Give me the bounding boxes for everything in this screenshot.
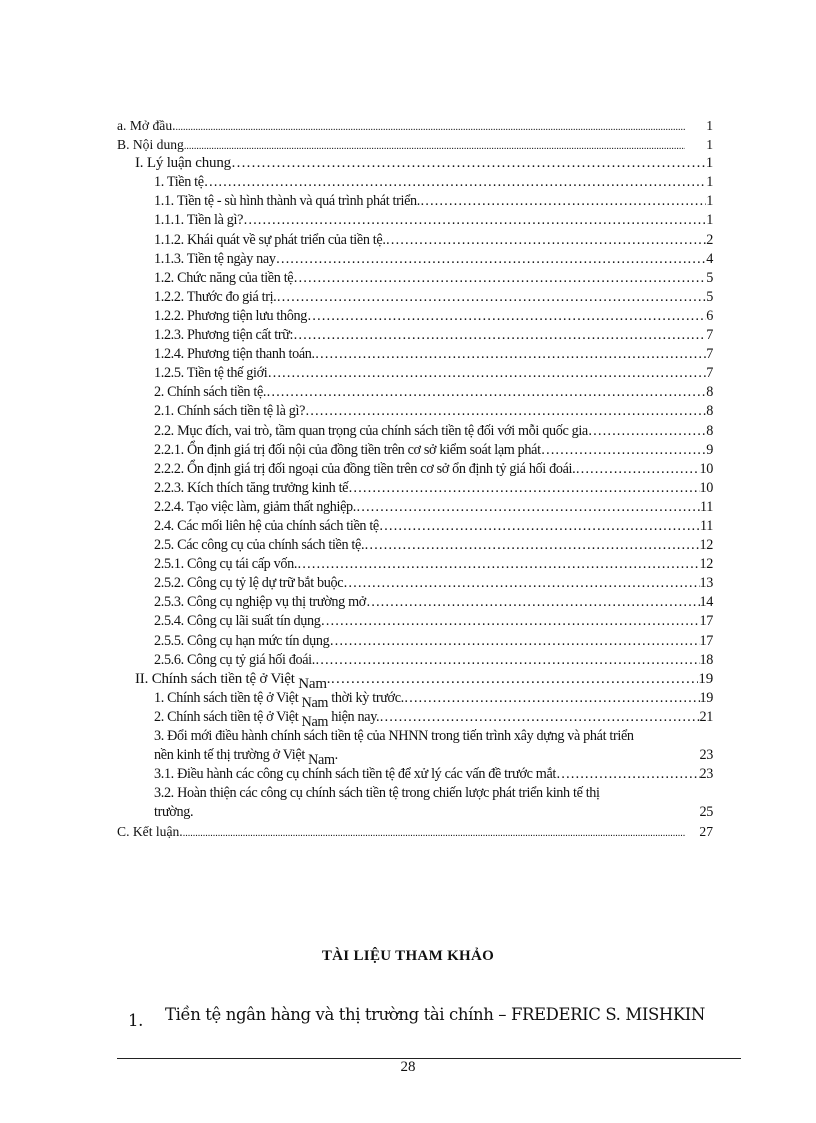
toc-entry <box>117 441 713 460</box>
toc-entry-text: 1.1.2. Khái quát về sự phát triển của tiền tệ. <box>154 231 386 248</box>
dot-leader <box>307 307 706 326</box>
dot-leader <box>176 116 685 137</box>
toc-page-number: 6 <box>706 307 713 324</box>
reference-text: Tiền tệ ngân hàng và thị trường tài chính – FREDERIC S. MISHKIN <box>165 1005 705 1024</box>
toc-page-number: 9 <box>706 441 713 458</box>
toc-entry-line: 3.2. Hoàn thiện các công cụ chính sách tiền tệ trong chiến lược phát triển kinh tế thị <box>154 785 600 802</box>
dot-leader <box>348 479 699 498</box>
toc-entry <box>117 517 713 536</box>
dot-leader <box>297 555 699 574</box>
toc-text-part: hiện nay. <box>328 708 380 725</box>
dot-leader <box>386 231 707 250</box>
toc-entry-text <box>154 746 338 769</box>
toc-page-number: 23 <box>699 766 713 783</box>
toc-entry <box>117 288 713 307</box>
page-number: 28 <box>400 1059 416 1075</box>
dot-leader <box>184 135 685 156</box>
dot-leader <box>204 173 707 192</box>
toc-entry-text: trường. <box>154 804 194 821</box>
toc-page-number: 12 <box>699 537 713 554</box>
toc-entry-text: 1.2.4. Phương tiện thanh toán. <box>154 346 315 363</box>
toc-entry <box>117 689 713 711</box>
toc-entry <box>117 593 713 612</box>
toc-entry <box>117 211 713 230</box>
dot-leader <box>379 708 699 727</box>
toc-page-number: 1 <box>705 155 713 172</box>
toc-entry <box>117 422 713 441</box>
toc-entry-text: 2.2. Mục đích, vai trò, tầm quan trọng của chính sách tiền tệ đối với mỗi quốc gia <box>154 422 588 439</box>
dot-leader <box>330 670 698 689</box>
toc-entry-text: 1.2.3. Phương tiện cất trữ: <box>154 327 294 344</box>
toc-entry-text: B. Nội dung <box>117 137 184 153</box>
toc-entry-text: 2.1. Chính sách tiền tệ là gì? <box>154 403 306 420</box>
toc-entry <box>117 231 713 250</box>
toc-entry-text <box>135 670 331 692</box>
dot-leader <box>575 460 699 479</box>
dot-leader <box>379 517 700 536</box>
dot-leader <box>329 632 699 651</box>
toc-page-number: 4 <box>706 250 713 267</box>
toc-entry-line: 3. Đổi mới điều hành chính sách tiền tệ của NHNN trong tiến trình xây dựng và phát triển <box>154 728 634 744</box>
toc-entry <box>117 574 713 593</box>
toc-entry <box>117 192 713 211</box>
toc-entry-text: 2.5.1. Công cụ tái cấp vốn. <box>154 556 298 573</box>
toc-entry-text: 1.2. Chức năng của tiền tệ <box>154 269 294 286</box>
toc-entry <box>117 326 713 345</box>
toc-entry <box>117 498 713 517</box>
toc-entry <box>117 307 713 326</box>
dot-leader <box>343 574 699 593</box>
toc-page-number: 7 <box>706 327 713 344</box>
toc-entry-text: 1.2.2. Thước đo giá trị. <box>154 288 277 305</box>
dot-leader <box>276 288 706 307</box>
dot-leader <box>305 402 706 421</box>
toc-entry-text: I. Lý luận chung <box>135 155 231 172</box>
table-of-contents <box>117 116 713 842</box>
toc-entry-text: 2.4. Các mối liên hệ của chính sách tiền tệ <box>154 517 379 534</box>
toc-entry <box>117 269 713 288</box>
dot-leader <box>315 345 707 364</box>
dot-leader <box>276 250 707 269</box>
toc-entry-text: 2.2.1. Ổn định giá trị đối nội của đồng tiền trên cơ sở kiểm soát lạm phát <box>154 441 541 458</box>
toc-page-number: 27 <box>699 824 713 840</box>
dot-leader <box>243 211 706 230</box>
dot-leader <box>183 822 685 843</box>
dot-leader <box>266 383 706 402</box>
toc-entry-a <box>117 116 713 135</box>
toc-entry <box>117 708 713 730</box>
toc-page-number: 14 <box>699 594 713 611</box>
toc-entry-text: 2.5. Các công cụ của chính sách tiền tệ. <box>154 537 365 554</box>
toc-page-number: 11 <box>700 517 713 534</box>
toc-page-number: 17 <box>699 613 713 630</box>
dot-leader <box>315 651 700 670</box>
toc-page-number: 1 <box>706 118 713 133</box>
toc-entry-text: 1.1.3. Tiền tệ ngày nay <box>154 250 276 267</box>
toc-entry-text: 2.2.4. Tạo việc làm, giảm thất nghiệp. <box>154 498 356 515</box>
toc-page-number: 8 <box>706 403 713 420</box>
toc-entry <box>117 555 713 574</box>
toc-entry <box>117 632 713 651</box>
toc-entry <box>117 460 713 479</box>
toc-page-number: 8 <box>706 422 713 439</box>
dot-leader <box>356 498 700 517</box>
toc-entry <box>117 536 713 555</box>
toc-entry-b <box>117 135 713 154</box>
toc-text-subscript: Nam <box>298 675 327 692</box>
references-title: TÀI LIỆU THAM KHẢO <box>321 948 495 964</box>
toc-page-number: 11 <box>700 498 713 515</box>
toc-entry-text: a. Mở đầu. <box>117 118 176 133</box>
dot-leader <box>588 422 706 441</box>
toc-page-number: 5 <box>706 288 713 305</box>
dot-leader <box>366 593 700 612</box>
toc-page-number: 2 <box>706 231 713 248</box>
toc-entry-text: 2.5.2. Công cụ tỷ lệ dự trữ bắt buộc <box>154 575 344 592</box>
toc-page-number: 19 <box>698 670 713 687</box>
toc-entry-line <box>154 746 713 769</box>
toc-entry <box>117 173 713 192</box>
toc-entry <box>117 651 713 670</box>
toc-entry-text: 1.1.1. Tiền là gì? <box>154 212 244 229</box>
toc-page-number: 5 <box>706 269 713 286</box>
toc-entry-text: C. Kết luận. <box>117 824 183 840</box>
reference-number: 1. <box>128 1011 143 1030</box>
toc-entry <box>117 765 713 784</box>
toc-page-number: 23 <box>699 747 713 764</box>
toc-entry <box>117 250 713 269</box>
toc-page-number: 19 <box>699 689 713 706</box>
toc-entry <box>117 402 713 421</box>
toc-entry <box>117 345 713 364</box>
toc-page-number: 10 <box>699 479 713 496</box>
toc-text-part: nền kinh tế thị trường ở Việt <box>154 747 309 764</box>
dot-leader <box>293 326 706 345</box>
toc-text-part: 2. Chính sách tiền tệ ở Việt <box>154 708 302 725</box>
toc-page-number: 25 <box>699 804 713 821</box>
dot-leader <box>364 536 699 555</box>
toc-page-number: 7 <box>706 365 713 382</box>
toc-text-part: 1. Chính sách tiền tệ ở Việt <box>154 689 302 706</box>
toc-text-part: . <box>326 670 331 687</box>
dot-leader <box>321 612 700 631</box>
toc-entry <box>117 383 713 402</box>
toc-page-number: 1 <box>706 174 713 191</box>
reference-item <box>128 1005 705 1030</box>
toc-entry-text: 2.5.6. Công cụ tỷ giá hối đoái. <box>154 651 315 668</box>
toc-entry-text: 2.5.4. Công cụ lãi suất tín dụng <box>154 613 321 630</box>
toc-entry-text <box>154 689 404 711</box>
toc-entry-3 <box>117 727 713 769</box>
dot-leader <box>541 441 707 460</box>
toc-text-part: thời kỳ trước. <box>328 689 404 706</box>
toc-text-subscript: Nam <box>308 752 335 769</box>
toc-text-subscript: Nam <box>301 694 329 711</box>
dot-leader <box>404 689 700 708</box>
dot-leader <box>293 269 706 288</box>
toc-text-part: . <box>334 747 338 764</box>
toc-entry-text: 2. Chính sách tiền tệ. <box>154 384 267 401</box>
toc-page-number: 12 <box>699 556 713 573</box>
toc-page-number: 18 <box>699 651 713 668</box>
toc-entry <box>117 612 713 631</box>
toc-section-2 <box>117 670 713 692</box>
toc-entry-text: 2.2.2. Ổn định giá trị đối ngoại của đồng tiền trên cơ sở ổn định tỷ giá hối đoái. <box>154 460 576 477</box>
toc-page-number: 7 <box>706 346 713 363</box>
toc-page-number: 1 <box>706 212 713 229</box>
toc-page-number: 13 <box>699 575 713 592</box>
toc-entry-text: 1.2.5. Tiền tệ thế giới <box>154 365 268 382</box>
toc-entry-text: 1. Tiền tệ <box>154 174 204 191</box>
toc-page-number: 1 <box>706 137 713 153</box>
dot-leader <box>267 364 706 383</box>
dot-leader <box>556 765 700 784</box>
toc-text-subscript: Nam <box>301 713 329 730</box>
dot-leader <box>420 192 706 211</box>
toc-page-number: 17 <box>699 632 713 649</box>
toc-entry <box>117 364 713 383</box>
toc-entry-text: 1.1. Tiền tệ - sù hình thành và quá trình phát triển. <box>154 193 420 210</box>
toc-entry-text: 1.2.2. Phương tiện lưu thông <box>154 307 307 324</box>
toc-text-part: II. Chính sách tiền tệ ở Việt <box>135 670 299 687</box>
toc-entry-text: 2.5.5. Công cụ hạn mức tín dụng <box>154 632 330 649</box>
dot-leader <box>231 154 706 173</box>
toc-page-number: 21 <box>699 708 713 725</box>
toc-page-number: 8 <box>706 384 713 401</box>
toc-entry-3-2 <box>117 784 713 822</box>
toc-entry-text: 3.1. Điều hành các công cụ chính sách tiền tệ để xử lý các vấn đề trước mắt <box>154 766 556 783</box>
toc-entry-line <box>154 803 713 822</box>
toc-entry-text: 2.2.3. Kích thích tăng trưởng kinh tế <box>154 479 349 496</box>
toc-section-1 <box>117 154 713 173</box>
toc-entry-c <box>117 822 713 841</box>
toc-entry <box>117 479 713 498</box>
toc-entry-text: 2.5.3. Công cụ nghiệp vụ thị trường mở <box>154 594 366 611</box>
toc-entry-text <box>154 708 380 730</box>
toc-page-number: 1 <box>706 193 713 210</box>
toc-page-number: 10 <box>699 460 713 477</box>
